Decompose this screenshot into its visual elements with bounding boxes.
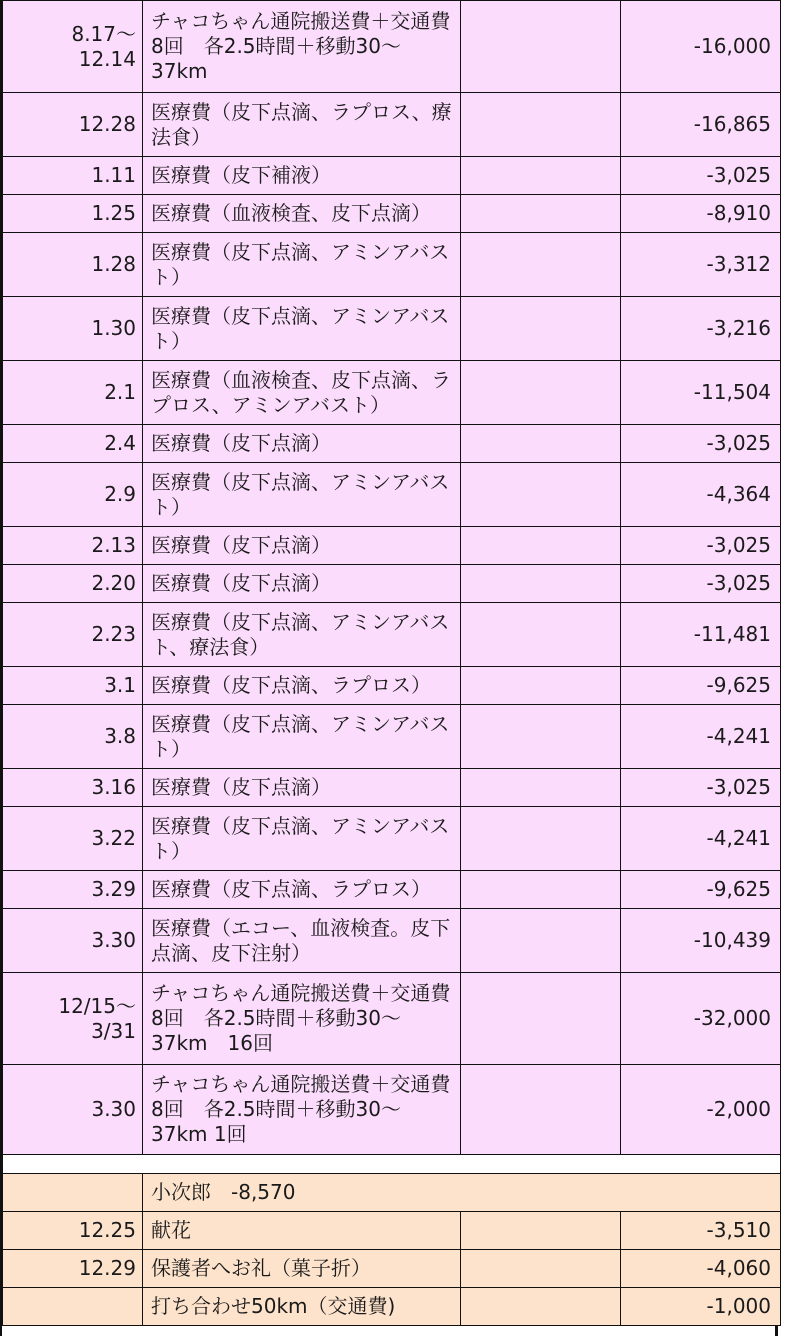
- blank-cell: [461, 1, 621, 93]
- amount-cell: -16,000: [621, 1, 781, 93]
- table-row: [3, 1288, 781, 1326]
- blank-cell: [461, 463, 621, 527]
- date-cell: 12/15〜 3/31: [3, 973, 143, 1065]
- description-cell: 医療費（皮下補液）: [143, 157, 461, 195]
- expense-table-body: [3, 1, 781, 1326]
- description-cell: 医療費（皮下点滴、アミンアバス ト）: [143, 705, 461, 769]
- description-cell: 保護者へお礼（菓子折）: [143, 1250, 461, 1288]
- blank-cell: [461, 565, 621, 603]
- amount-cell: -3,025: [621, 157, 781, 195]
- amount-cell: -4,060: [621, 1250, 781, 1288]
- table-row: [3, 769, 781, 807]
- section-header-row: [3, 1174, 781, 1212]
- blank-cell: [461, 705, 621, 769]
- amount-cell: -9,625: [621, 871, 781, 909]
- description-cell: 献花: [143, 1212, 461, 1250]
- section-title: 小次郎 -8,570: [143, 1174, 781, 1212]
- date-cell: 2.1: [3, 361, 143, 425]
- description-cell: 医療費（皮下点滴）: [143, 565, 461, 603]
- date-cell: 1.28: [3, 233, 143, 297]
- table-row: [3, 705, 781, 769]
- description-cell: 医療費（血液検査、皮下点滴、ラ プロス、アミンアバスト）: [143, 361, 461, 425]
- amount-cell: -3,216: [621, 297, 781, 361]
- date-cell: 3.16: [3, 769, 143, 807]
- date-cell: 2.20: [3, 565, 143, 603]
- amount-cell: -9,625: [621, 667, 781, 705]
- amount-cell: -3,025: [621, 769, 781, 807]
- description-cell: チャコちゃん通院搬送費＋交通費 8回 各2.5時間＋移動30〜 37km 16回: [143, 973, 461, 1065]
- table-row: [3, 667, 781, 705]
- description-cell: 医療費（皮下点滴、アミンアバス ト）: [143, 297, 461, 361]
- date-cell: 3.1: [3, 667, 143, 705]
- blank-cell: [461, 361, 621, 425]
- amount-cell: -3,025: [621, 565, 781, 603]
- section-gap: [3, 1155, 781, 1174]
- blank-cell: [461, 909, 621, 973]
- table-row: [3, 93, 781, 157]
- blank-cell: [461, 1212, 621, 1250]
- amount-cell: -4,241: [621, 807, 781, 871]
- table-row: [3, 463, 781, 527]
- date-cell: 3.30: [3, 909, 143, 973]
- amount-cell: -4,364: [621, 463, 781, 527]
- amount-cell: -1,000: [621, 1288, 781, 1326]
- date-cell: 1.30: [3, 297, 143, 361]
- description-cell: 医療費（皮下点滴、アミンアバス ト、療法食）: [143, 603, 461, 667]
- amount-cell: -32,000: [621, 973, 781, 1065]
- blank-cell: [461, 157, 621, 195]
- table-row: [3, 233, 781, 297]
- date-cell: 3.8: [3, 705, 143, 769]
- table-row: [3, 871, 781, 909]
- date-cell: 1.25: [3, 195, 143, 233]
- blank-cell: [461, 527, 621, 565]
- gap-cell: [3, 1155, 781, 1174]
- date-cell: 3.22: [3, 807, 143, 871]
- date-cell: 2.23: [3, 603, 143, 667]
- table-row: [3, 297, 781, 361]
- blank-cell: [461, 807, 621, 871]
- table-row: [3, 807, 781, 871]
- table-row: [3, 195, 781, 233]
- description-cell: チャコちゃん通院搬送費＋交通費 8回 各2.5時間＋移動30〜 37km: [143, 1, 461, 93]
- table-row: [3, 361, 781, 425]
- blank-cell: [461, 667, 621, 705]
- description-cell: 医療費（エコー、血液検査。皮下 点滴、皮下注射）: [143, 909, 461, 973]
- table-row: [3, 425, 781, 463]
- date-cell: 12.29: [3, 1250, 143, 1288]
- table-row: [3, 527, 781, 565]
- amount-cell: -3,025: [621, 425, 781, 463]
- table-row: [3, 1, 781, 93]
- table-row: [3, 1250, 781, 1288]
- date-cell: 2.13: [3, 527, 143, 565]
- description-cell: 医療費（皮下点滴、アミンアバス ト）: [143, 233, 461, 297]
- date-cell: 12.25: [3, 1212, 143, 1250]
- blank-cell: [461, 871, 621, 909]
- amount-cell: -3,510: [621, 1212, 781, 1250]
- table-row: [3, 1065, 781, 1155]
- amount-cell: -11,504: [621, 361, 781, 425]
- description-cell: 医療費（皮下点滴、アミンアバス ト）: [143, 463, 461, 527]
- table-row: [3, 1212, 781, 1250]
- date-cell: 2.9: [3, 463, 143, 527]
- blank-cell: [461, 769, 621, 807]
- amount-cell: -3,025: [621, 527, 781, 565]
- blank-cell: [461, 603, 621, 667]
- blank-cell: [461, 1065, 621, 1155]
- amount-cell: -2,000: [621, 1065, 781, 1155]
- blank-cell: [461, 195, 621, 233]
- date-cell: 1.11: [3, 157, 143, 195]
- description-cell: 医療費（皮下点滴、ラプロス）: [143, 871, 461, 909]
- blank-cell: [461, 1250, 621, 1288]
- description-cell: 医療費（皮下点滴、アミンアバス ト）: [143, 807, 461, 871]
- table-row: [3, 909, 781, 973]
- amount-cell: -16,865: [621, 93, 781, 157]
- table-row: [3, 603, 781, 667]
- description-cell: 打ち合わせ50km（交通費): [143, 1288, 461, 1326]
- table-row: [3, 565, 781, 603]
- expense-table: [2, 0, 781, 1326]
- blank-cell: [461, 233, 621, 297]
- table-row: [3, 157, 781, 195]
- description-cell: 医療費（皮下点滴、ラプロス、療 法食）: [143, 93, 461, 157]
- description-cell: 医療費（血液検査、皮下点滴）: [143, 195, 461, 233]
- blank-cell: [461, 93, 621, 157]
- description-cell: 医療費（皮下点滴）: [143, 769, 461, 807]
- date-cell: 8.17〜 12.14: [3, 1, 143, 93]
- date-cell: [3, 1288, 143, 1326]
- date-cell: 3.29: [3, 871, 143, 909]
- blank-cell: [461, 973, 621, 1065]
- blank-cell: [461, 297, 621, 361]
- date-cell: [3, 1174, 143, 1212]
- date-cell: 3.30: [3, 1065, 143, 1155]
- amount-cell: -4,241: [621, 705, 781, 769]
- description-cell: 医療費（皮下点滴）: [143, 425, 461, 463]
- blank-cell: [461, 425, 621, 463]
- blank-cell: [461, 1288, 621, 1326]
- description-cell: 医療費（皮下点滴、ラプロス）: [143, 667, 461, 705]
- date-cell: 2.4: [3, 425, 143, 463]
- amount-cell: -10,439: [621, 909, 781, 973]
- amount-cell: -8,910: [621, 195, 781, 233]
- table-row: [3, 973, 781, 1065]
- amount-cell: -11,481: [621, 603, 781, 667]
- description-cell: チャコちゃん通院搬送費＋交通費 8回 各2.5時間＋移動30〜 37km 1回: [143, 1065, 461, 1155]
- description-cell: 医療費（皮下点滴）: [143, 527, 461, 565]
- date-cell: 12.28: [3, 93, 143, 157]
- amount-cell: -3,312: [621, 233, 781, 297]
